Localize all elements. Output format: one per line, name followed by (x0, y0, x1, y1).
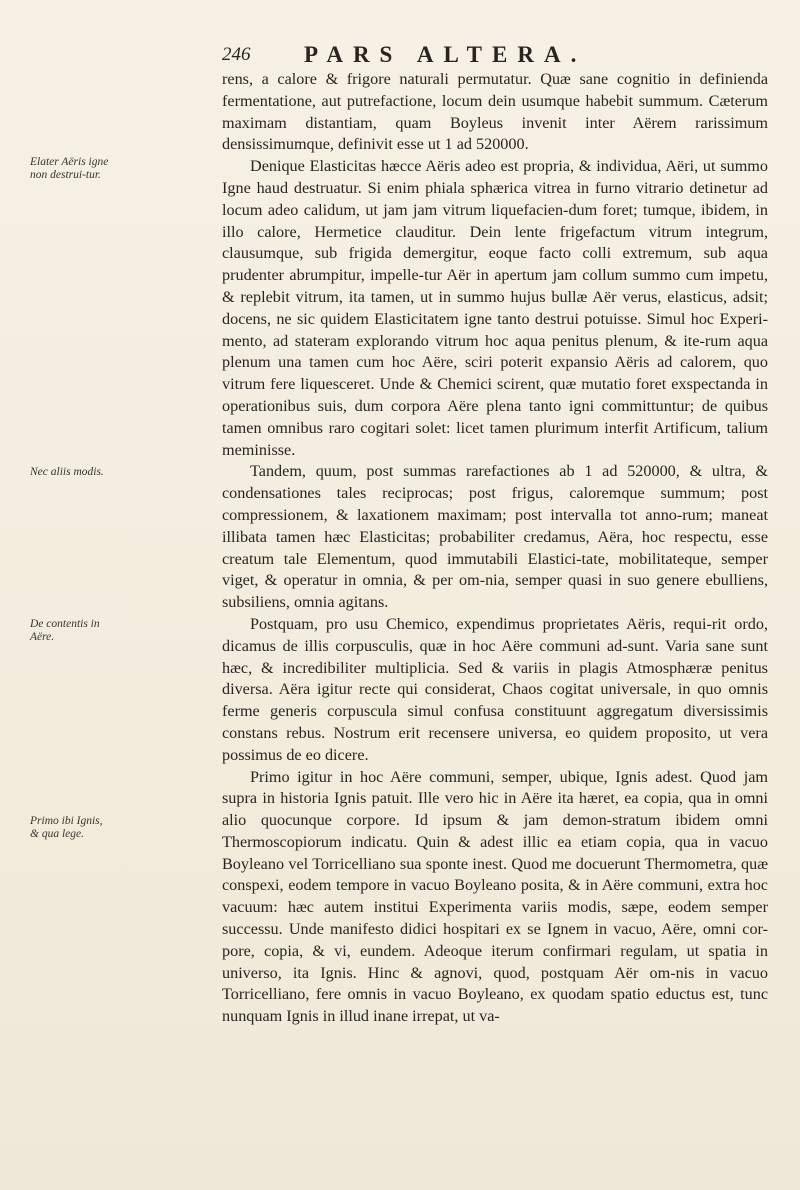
paragraph: Primo igitur in hoc Aëre communi, semper, ubique, Ignis adest. Quod jam supra in historia Ignis patuit. Ille vero hic in Aëre ita hæret, ea copia, qua in omni alio quocunque corpore. Id ipsum & jam demon-stratum ibidem omni Thermoscopiorum indicatu. Quin & adest illic ea etiam copia, qua in vacuo Boyleano vel Torricelliano sua sponte inest. Quod me docuerunt Thermometra, quæ conspexi, eodem tempore in vacuo Boyleano posita, & in Aëre communi, extra hoc vacuum: hæc autem institui Experimenta variis modis, sæpe, eodem semper successu. Unde manifesto didici hospitari ex se Ignem in vacuo, Aëre, omni cor-pore, copia, & vi, eundem. Adeoque iterum confirmari regulam, ut spatia in universo, ita Ignis. Hinc & agnovi, quod, postquam Aër om-nis in vacuo Torricelliano, fere omnis in vacuo Boyleano, ex quodam spatio eductus est, tunc nunquam Ignis in illud inane irrepat, ut va- (222, 767, 768, 1026)
page-number: 246 (222, 44, 251, 65)
paragraph: Tandem, quum, post summas rarefactiones ab 1 ad 520000, & ultra, & condensationes tales reciprocas; post frigus, caloremque summum; post compressionem, & laxationem maximam; post intervalla tot anno-rum; maneat illibata tamen hæc Elasticitas; probabiliter credamus, Aëra, hoc respectu, esse creatum tale Elementum, quod immutabili Elastici-tate, mobilitateque, semper viget, & operatur in omnia, & per om-nia, semper quasi in suo genere ebulliens, subsiliens, omnia agitans. (222, 462, 768, 612)
paragraph: Postquam, pro usu Chemico, expendimus proprietates Aëris, requi-rit ordo, dicamus de illis corpusculis, quæ in hoc Aëre communi ad-sunt. Varia sane sunt hæc, & incredibiliter multiplicia. Sed & variis in plagis Atmosphæræ penitus diversa. Aëra igitur recte qui considerat, Chaos cogitat universale, in quo omnis ferme generis corpuscula simul confusa constituunt aggregatum diversissimis constans rebus. Nostrum erit recensere universa, eo quidem proposito, ut vera possimus de eo dicere. (222, 614, 768, 764)
running-head: PARS ALTERA. (304, 42, 587, 67)
page-header (222, 44, 762, 70)
margin-note: Nec aliis modis. (30, 466, 104, 478)
margin-note: Elater Aëris igne non destrui-tur. (30, 156, 109, 181)
paragraph: rens, a calore & frigore naturali permutatur. Quæ sane cognitio in definienda fermentatione, aut putrefactione, locum dein usumque habebit summum. Cæterum maximam distantiam, quam Boyleus invenit inter Aërem rarissimum densissimumque, definivit esse ut 1 ad 520000. (222, 70, 768, 154)
body-text (222, 69, 768, 1028)
margin-note: Primo ibi Ignis, & qua lege. (30, 815, 103, 840)
margin-note: De contentis in Aëre. (30, 618, 100, 643)
paragraph: Denique Elasticitas hæcce Aëris adeo est propria, & individua, Aëri, ut summo Igne haud destruatur. Si enim phiala sphærica vitrea in furno vitrario detinetur ad locum adeo calidum, ut jam jam vitrum liquefacien-dum foret; tumque, ibidem, in illo calore, Hermetice clauditur. Dein lente frigefactum vitrum integrum, clausumque, sub frigida demergitur, eoque facto colli extremum, sub aqua prudenter abrumpitur, impelle-tur Aër in apertum jam collum summo cum impetu, & replebit vitrum, ita tamen, ut in summo hujus bullæ Aër verus, elasticus, adsit; docens, ne sic quidem Elasticitatem igne tanto destrui potuisse. Simul hoc Experi-mento, ad stateram explorando vitrum hoc aqua penitus plenum, & ite-rum aqua plenum una tamen cum hoc Aëre, sciri poterit expansio Aëris ad calorem, quo vitrum fere liquesceret. Unde & Chemici scirent, quæ mutatio foret exspectanda in operationibus suis, dum corpora Aëre plena tanto igni committuntur; de quibus tamen omnibus raro cogitari solet: licet tamen plurimum interfit Artificum, talium meminisse. (222, 157, 768, 459)
